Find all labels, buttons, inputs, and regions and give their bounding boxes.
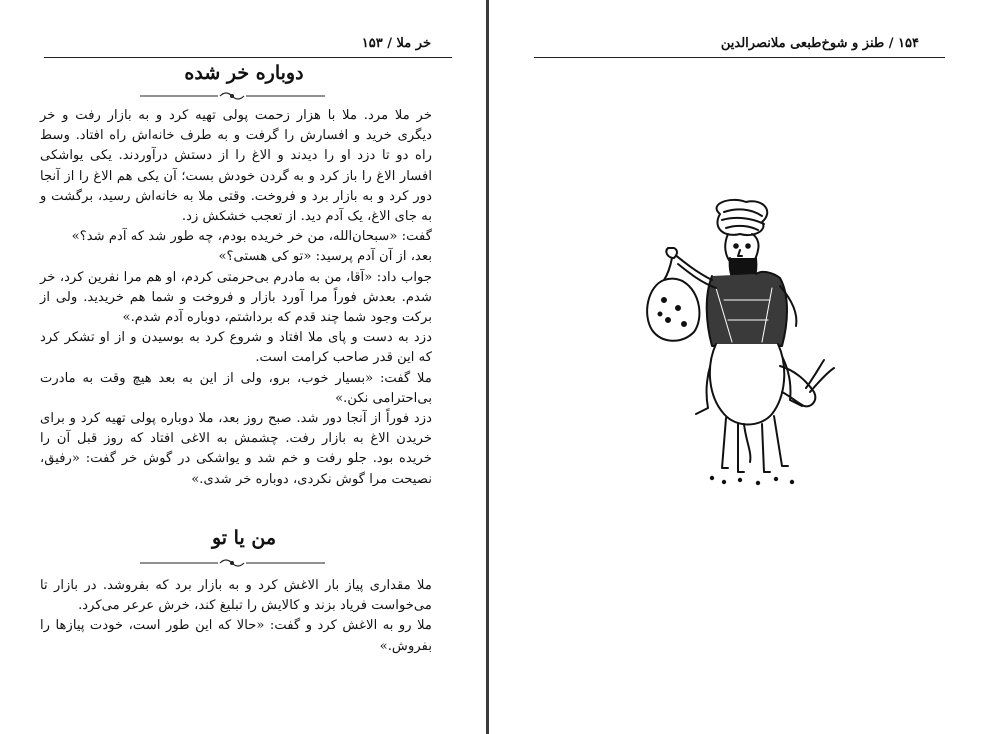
page-gutter — [486, 0, 489, 734]
paragraph: گفت: «سبحان‌الله، من خر خریده بودم، چه طور شد که آدم شد؟» — [71, 229, 432, 245]
story-title: دوباره خر شده — [184, 62, 304, 84]
title-ornament-icon — [140, 557, 325, 569]
paragraph: ملا مقداری پیاز بار الاغش کرد و به بازار برد که بفروشد. در بازار تا می‌خواست فریاد بزند و کالایش را تبلیغ کند، خرش عرعر می‌کرد. — [40, 578, 432, 614]
left-page — [0, 0, 488, 734]
paragraph: بعد، از آن آدم پرسید: «تو کی هستی؟» — [218, 249, 432, 265]
header-rule — [44, 57, 452, 58]
story-title: من یا تو — [211, 527, 277, 549]
running-head-left: خر ملا / ۱۵۳ — [361, 36, 431, 51]
paragraph: جواب داد: «آقا، من به مادرم بی‌حرمتی کردم، او هم مرا نفرین کرد، خر شدم. بعدش فوراً مرا آورد بازار و فروخت و شما هم خریدید. ولی از برکت وجود شما چند قدم که برداشتم، دوباره آدم شدم.» — [40, 269, 432, 326]
story-body — [40, 576, 432, 657]
paragraph: دزد به دست و پای ملا افتاد و شروع کرد به بوسیدن و از او تشکر کرد که این قدر صاحب کرامت است. — [40, 330, 432, 366]
title-ornament-icon — [140, 90, 325, 102]
paragraph: دزد فوراً از آنجا دور شد. صبح روز بعد، ملا دوباره پولی تهیه کرد و برای خریدن الاغ به بازار رفت. چشمش به الاغی افتاد که روز قبل آن را خریده بود. جلو رفت و خم شد و یواشکی در گوش خر گفت: «رفیق، نصیحت مرا گوش نکردی، دوباره خر شدی.» — [40, 411, 432, 487]
paragraph: ملا رو به الاغش کرد و گفت: «حالا که این طور است، خودت پیازها را بفروش.» — [40, 618, 432, 654]
running-head-right: ۱۵۴ / طنز و شوخ‌طبعی ملانصرالدین — [720, 36, 919, 51]
paragraph: خر ملا مرد. ملا با هزار زحمت پولی تهیه کرد و به بازار رفت و خر دیگری خرید و افسارش را گرفت و به طرف خانه‌اش راه افتاد. وسط راه دو تا دزد او را دیدند و الاغ را از دستش درآوردند. یکی یواشکی افسار الاغ را باز کرد و به گردن خودش بست؛ آن یکی هم الاغ را از آنجا دور کرد و به بازار برد و فروخت. وقتی ملا به خانه‌اش رسید، برگشت و به جای الاغ، یک آدم دید. از تعجب خشکش زد. — [40, 108, 432, 225]
header-rule — [534, 57, 945, 58]
mulla-on-donkey-icon — [612, 196, 844, 486]
story-body — [40, 106, 432, 490]
paragraph: ملا گفت: «بسیار خوب، برو، ولی از این به بعد هیچ وقت به مادرت بی‌احترامی نکن.» — [40, 370, 432, 406]
